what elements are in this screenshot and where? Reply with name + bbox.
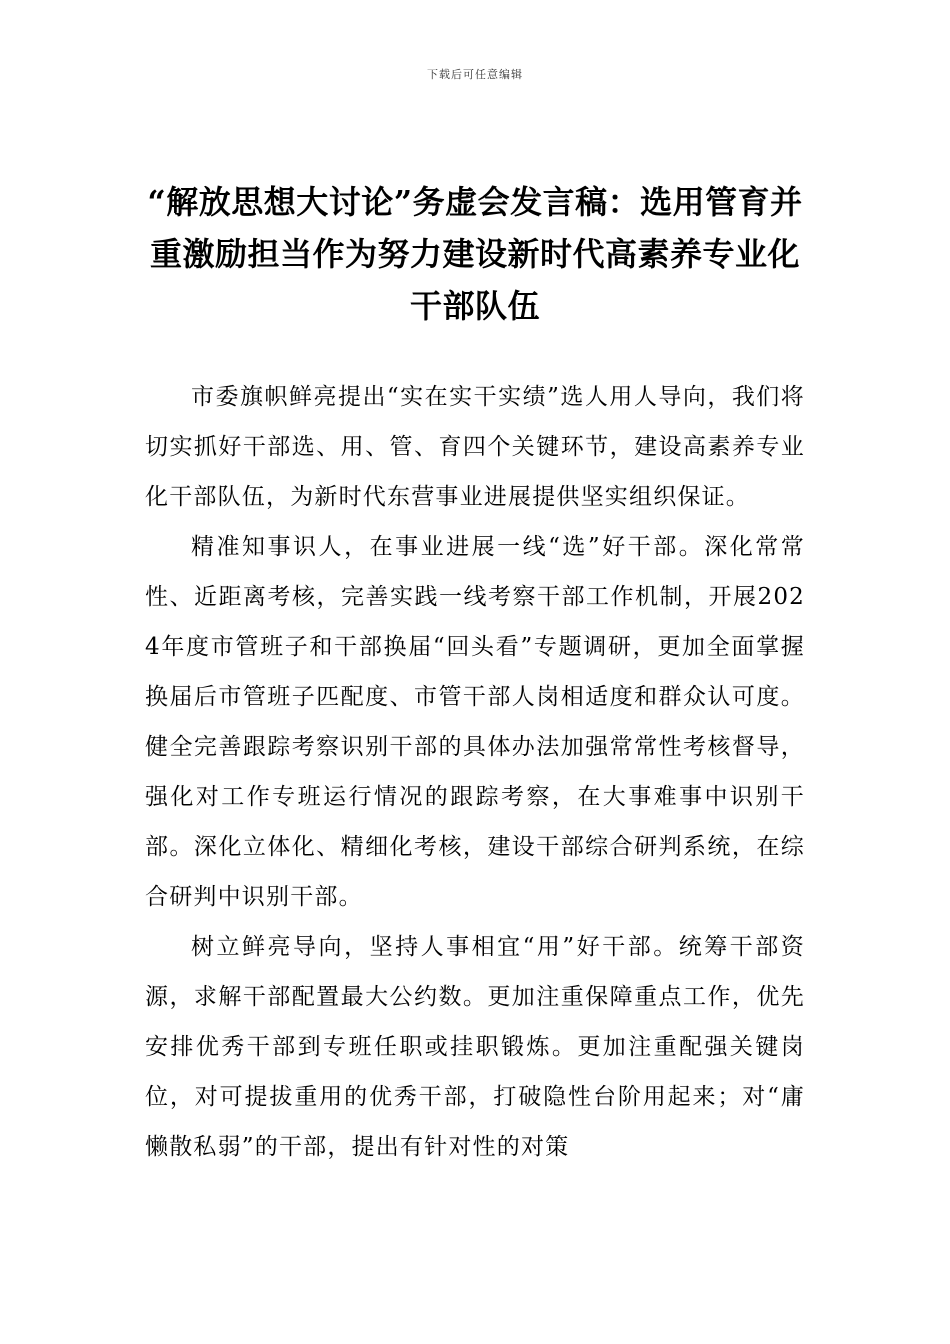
document-title: “解放思想大讨论”务虚会发言稿：选用管育并重激励担当作为努力建设新时代高素养专业化干部队伍 <box>147 183 803 325</box>
document-body <box>145 372 805 1172</box>
body-paragraph: 精准知事识人，在事业进展一线“选”好干部。深化常常性、近距离考核，完善实践一线考察干部工作机制，开展2024年度市管班子和干部换届“回头看”专题调研，更加全面掌握换届后市管班子匹配度、市管干部人岗相适度和群众认可度。健全完善跟踪考察识别干部的具体办法加强常常性考核督导，强化对工作专班运行情况的跟踪考察，在大事难事中识别干部。深化立体化、精细化考核，建设干部综合研判系统，在综合研判中识别干部。 <box>145 534 805 910</box>
header-note: 下载后可任意编辑 <box>427 68 523 81</box>
body-paragraph: 市委旗帜鲜亮提出“实在实干实绩”选人用人导向，我们将切实抓好干部选、用、管、育四个关键环节，建设高素养专业化干部队伍，为新时代东营事业进展提供坚实组织保证。 <box>145 384 805 510</box>
body-paragraph: 树立鲜亮导向，坚持人事相宜“用”好干部。统筹干部资源，求解干部配置最大公约数。更加注重保障重点工作，优先安排优秀干部到专班任职或挂职锻炼。更加注重配强关键岗位，对可提拔重用的优秀干部，打破隐性台阶用起来；对“庸懒散私弱”的干部，提出有针对性的对策 <box>145 934 805 1160</box>
